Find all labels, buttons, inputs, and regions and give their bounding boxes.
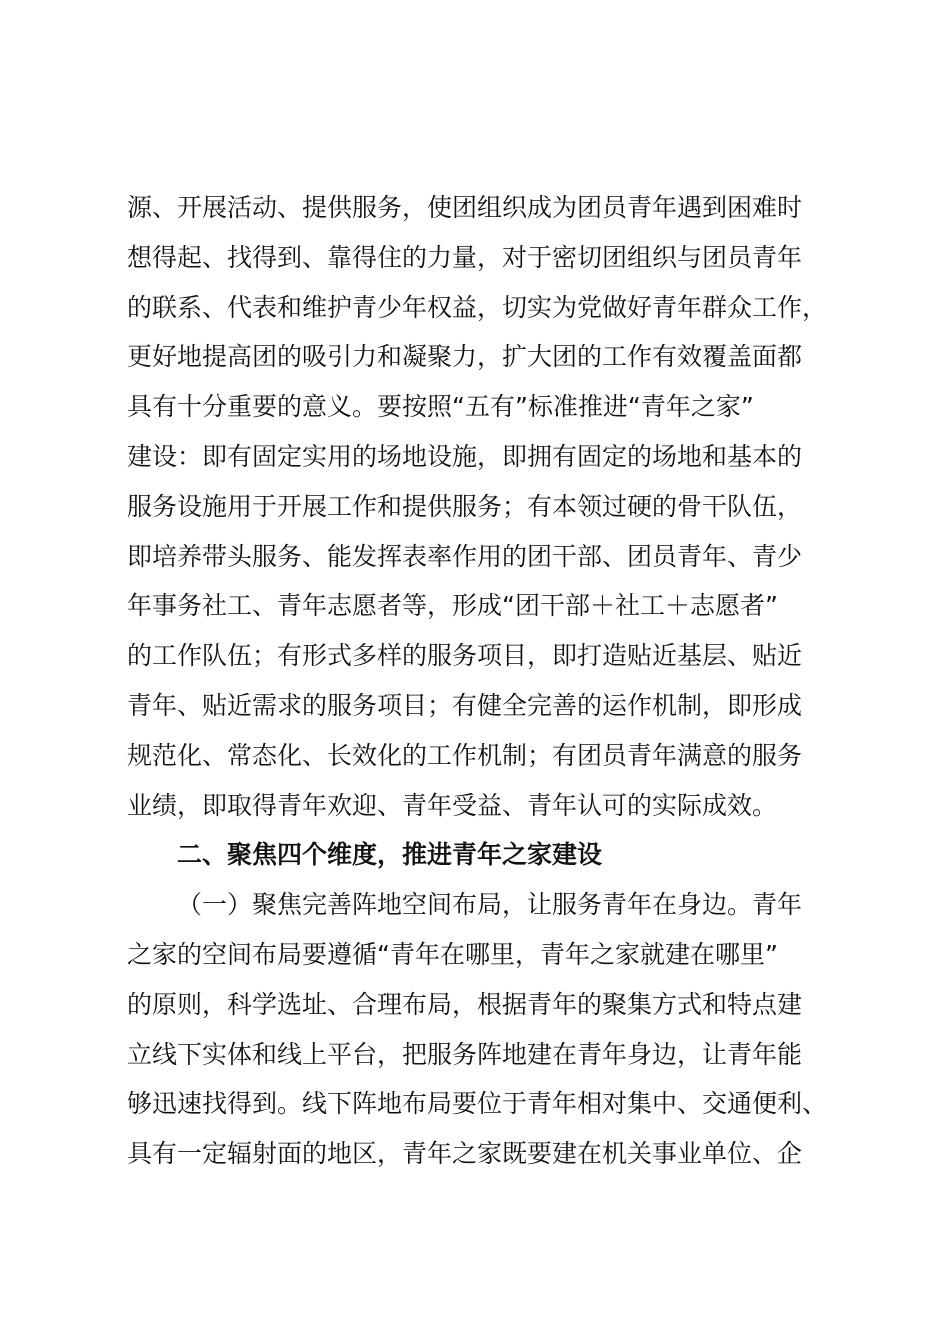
paragraph-line: 即培养带头服务、能发挥表率作用的团干部、团员青年、青少 (127, 541, 803, 571)
paragraph-line: 建设：即有固定实用的场地设施，即拥有固定的场地和基本的 (127, 441, 803, 471)
section-heading: 二、聚焦四个维度，推进青年之家建设 (177, 840, 603, 870)
subsection-line: 的原则，科学选址、合理布局，根据青年的聚集方式和特点建 (127, 989, 803, 1019)
paragraph-line: 想得起、找得到、靠得住的力量，对于密切团组织与团员青年 (127, 242, 803, 272)
paragraph-line: 规范化、常态化、长效化的工作机制；有团员青年满意的服务 (127, 740, 803, 770)
subsection-line: 具有一定辐射面的地区，青年之家既要建在机关事业单位、企 (127, 1139, 803, 1169)
paragraph-line: 青年、贴近需求的服务项目；有健全完善的运作机制，即形成 (127, 690, 803, 720)
document-body (127, 183, 832, 1179)
subsection-line: （一）聚焦完善阵地空间布局，让服务青年在身边。青年 (177, 890, 803, 920)
paragraph-line: 业绩，即取得青年欢迎、青年受益、青年认可的实际成效。 (127, 790, 778, 820)
paragraph-line: 服务设施用于开展工作和提供服务；有本领过硬的骨干队伍， (127, 491, 803, 521)
paragraph-line: 的联系、代表和维护青少年权益，切实为党做好青年群众工作， (127, 292, 828, 322)
paragraph-line: 年事务社工、青年志愿者等，形成“团干部＋社工＋志愿者” (127, 591, 778, 621)
paragraph-line: 的工作队伍；有形式多样的服务项目，即打造贴近基层、贴近 (127, 641, 803, 671)
paragraph-line: 源、开展活动、提供服务，使团组织成为团员青年遇到困难时 (127, 193, 803, 222)
subsection-line: 立线下实体和线上平台，把服务阵地建在青年身边，让青年能 (127, 1039, 803, 1069)
paragraph-line: 更好地提高团的吸引力和凝聚力，扩大团的工作有效覆盖面都 (127, 342, 803, 372)
paragraph-line: 具有十分重要的意义。要按照“五有”标准推进“青年之家” (127, 392, 754, 422)
subsection-line: 之家的空间布局要遵循“青年在哪里，青年之家就建在哪里” (127, 939, 778, 969)
subsection-line: 够迅速找得到。线下阵地布局要位于青年相对集中、交通便利、 (127, 1089, 828, 1119)
